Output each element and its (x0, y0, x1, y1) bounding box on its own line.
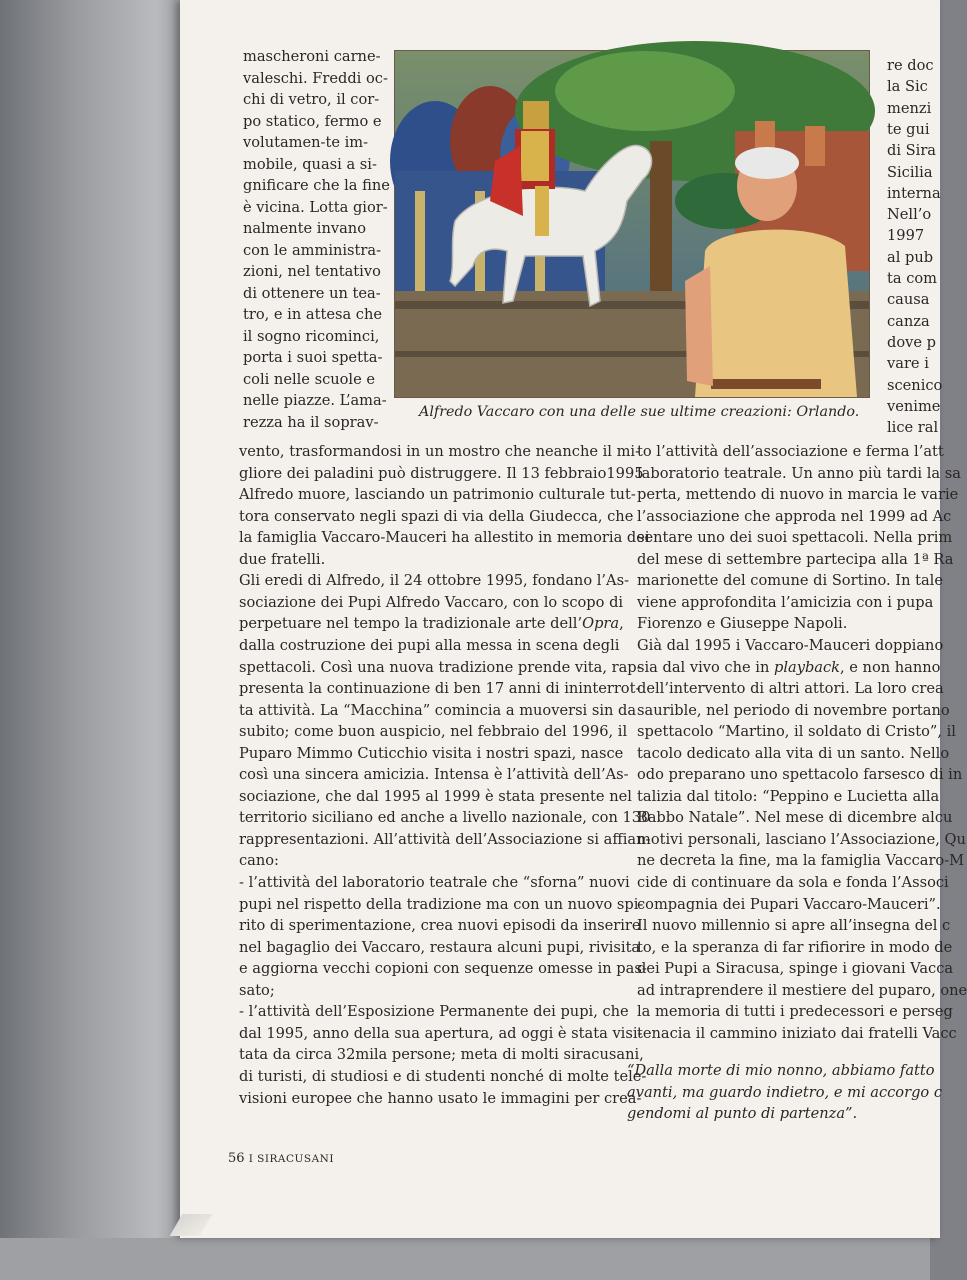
text-line: gliore dei paladini può distruggere. Il 13 febbraio1995 (239, 464, 644, 482)
book-spine-shadow (0, 0, 195, 1280)
text-line: Puparo Mimmo Cuticchio visita i nostri spazi, nasce (239, 744, 624, 762)
text-line: tro, e in attesa che (243, 306, 382, 323)
text-line: vento, trasformandosi in un mostro che neanche il mi- (239, 443, 641, 460)
text-line: gnificare che la fine (243, 177, 390, 194)
photo-illustration (395, 51, 869, 397)
text-line: così una sincera amicizia. Intensa è l’attività dell’As- (239, 766, 629, 784)
text-line: saurible, nel periodo di novembre portano (637, 701, 950, 719)
text-line: sato; (239, 981, 275, 999)
text-line: gendomi al punto di partenza”. (627, 1105, 858, 1123)
text-line: - l’attività dell’Esposizione Permanente dei pupi, che (239, 1003, 629, 1021)
text-line: territorio siciliano ed anche a livello nazionale, con 130 (239, 809, 651, 827)
text-line: viene approfondita l’amicizia con i pupa (637, 593, 934, 611)
text-line: con le amministra- (243, 241, 382, 259)
text-line: al pub (887, 248, 934, 266)
text-line: marionette del comune di Sortino. In tale (637, 572, 943, 590)
text-line: due fratelli. (239, 550, 326, 568)
text-line: dell’intervento di altri attori. La loro crea (637, 680, 944, 698)
text-line: dove p (887, 333, 936, 351)
text-line: mobile, quasi a si- (243, 155, 377, 173)
text-line: sociazione dei Pupi Alfredo Vaccaro, con lo scopo di (239, 593, 624, 611)
page-number: 56 (228, 1151, 245, 1166)
text-line: causa (887, 291, 930, 309)
text-line: tata da circa 32mila persone; meta di molti siracusani, (239, 1046, 644, 1064)
text-line: Sicilia (887, 163, 933, 181)
magazine-name: I SIRACUSANI (248, 1153, 334, 1165)
text-line: la memoria di tutti i predecessori e perseg (637, 1003, 953, 1021)
text-line: spettacoli. Così una nuova tradizione prende vita, rap- (239, 658, 642, 676)
text-line: rito di sperimentazione, crea nuovi episodi da inserire (239, 917, 641, 935)
text-line: la Sic (887, 78, 928, 96)
text-line: motivi personali, lasciano l’Associazione, Qu (637, 830, 966, 848)
text-line: Fiorenzo e Giuseppe Napoli. (637, 615, 848, 633)
text-line: - l’attività del laboratorio teatrale che “sforna” nuovi (239, 874, 630, 891)
text-line: Nell’o (887, 206, 932, 224)
text-line: avanti, ma guardo indietro, e mi accorgo c (627, 1083, 943, 1101)
text-line: spettacolo “Martino, il soldato di Cristo”, il (637, 723, 956, 741)
photo-caption: Alfredo Vaccaro con una delle sue ultime creazioni: Orlando. (419, 404, 860, 420)
text-line: sentare uno dei suoi spettacoli. Nella prim (637, 529, 953, 547)
text-line: talizia dal titolo: “Peppino e Lucietta alla (637, 787, 940, 805)
text-line: tacolo dedicato alla vita di un santo. Nello (637, 744, 950, 762)
text-line: subito; come buon auspicio, nel febbraio del 1996, il (239, 723, 628, 741)
text-line: Gli eredi di Alfredo, il 24 ottobre 1995, fondano l’As- (239, 572, 630, 590)
text-line: di ottenere un tea- (243, 284, 381, 302)
text-line: venime (887, 397, 941, 415)
text-line: canza (887, 312, 930, 330)
text-line: chi di vetro, il cor- (243, 91, 380, 108)
text-line: dei Pupi a Siracusa, spinge i giovani Vacca (637, 960, 954, 978)
text-line: “Dalla morte di mio nonno, abbiamo fatto (627, 1062, 935, 1079)
text-line: perta, mettendo di nuovo in marcia le varie (637, 486, 959, 504)
text-line: laboratorio teatrale. Un anno più tardi la sa (637, 464, 961, 482)
text-line: di Sira (887, 142, 936, 160)
text-line: vare i (887, 355, 929, 373)
page-footer (228, 1151, 334, 1166)
text-line: mascheroni carne- (243, 48, 381, 65)
text-line: visioni europee che hanno usato le immagini per crea- (239, 1089, 642, 1107)
text-line: cide di continuare da sola e fonda l’Associ (637, 874, 949, 891)
text-line: scenico (887, 376, 943, 394)
text-line: la famiglia Vaccaro-Mauceri ha allestito in memoria dei (239, 529, 650, 547)
text-line: del mese di settembre partecipa alla 1ª Ra (637, 550, 954, 568)
text-line: Già dal 1995 i Vaccaro-Mauceri doppiano (637, 636, 944, 654)
text-line: tora conservato negli spazi di via della Giudecca, che (239, 507, 634, 525)
text-line: perpetuare nel tempo la tradizionale arte dell’Opra, (239, 615, 624, 633)
text-line: to l’attività dell’associazione e ferma l’att (637, 443, 944, 460)
text-line: interna (887, 184, 941, 202)
text-line: rappresentazioni. All’attività dell’Associazione si affian- (239, 830, 651, 848)
text-line: menzi (887, 99, 932, 117)
text-line: re doc (887, 57, 934, 74)
text-line: e aggiorna vecchi copioni con sequenze omesse in pas- (239, 960, 647, 978)
text-line: l’associazione che approda nel 1999 ad Ac (637, 507, 952, 525)
text-line: to, e la speranza di far rifiorire in modo de (637, 938, 953, 956)
text-line: po statico, fermo e (243, 112, 382, 130)
text-line: porta i suoi spetta- (243, 349, 383, 366)
text-line: rezza ha il soprav- (243, 413, 379, 431)
text-line: compagnia dei Pupari Vaccaro-Mauceri”. (637, 895, 941, 913)
text-line: valeschi. Freddi oc- (243, 69, 388, 87)
text-line: è vicina. Lotta gior- (243, 198, 388, 216)
text-line: il sogno ricominci, (243, 327, 380, 345)
text-line: coli nelle scuole e (243, 370, 376, 388)
text-line: pupi nel rispetto della tradizione ma con un nuovo spi- (239, 895, 644, 913)
background-bottom (0, 1238, 930, 1280)
text-line: Babbo Natale”. Nel mese di dicembre alcu (637, 809, 953, 827)
text-line: nelle piazze. L’ama- (243, 392, 387, 409)
text-line: ne decreta la fine, ma la famiglia Vaccaro-M (637, 852, 965, 870)
text-line: cano: (239, 852, 279, 870)
text-line: di turisti, di studiosi e di studenti nonché di molte tele- (239, 1067, 647, 1085)
text-line: ta com (887, 270, 938, 287)
text-line: presenta la continuazione di ben 17 anni di ininterrot- (239, 680, 641, 698)
text-line: lice ral (887, 419, 939, 437)
text-line: zioni, nel tentativo (243, 263, 381, 280)
text-line: nalmente invano (243, 220, 366, 237)
text-line: nel bagaglio dei Vaccaro, restaura alcuni pupi, rivisita (239, 938, 641, 956)
text-line: tenacia il cammino iniziato dai fratelli Vacc (637, 1024, 957, 1042)
text-line: odo preparano uno spettacolo farsesco di in (637, 766, 963, 784)
text-line: te gui (887, 120, 930, 138)
text-line: dalla costruzione dei pupi alla messa in scena degli (239, 636, 620, 654)
text-line: 1997 (887, 227, 925, 245)
text-line: Alfredo muore, lasciando un patrimonio culturale tut- (239, 486, 636, 504)
text-line: Il nuovo millennio si apre all’insegna del c (637, 917, 951, 935)
text-line: sociazione, che dal 1995 al 1999 è stata presente nel (239, 787, 632, 805)
text-line: ta attività. La “Macchina” comincia a muoversi sin da (239, 701, 637, 719)
text-line: volutamen-te im- (243, 134, 369, 151)
text-line: dal 1995, anno della sua apertura, ad oggi è stata visi- (239, 1024, 643, 1042)
photo-alfredo-vaccaro-orlando (394, 50, 870, 398)
text-line: ad intraprendere il mestiere del puparo, one (637, 981, 967, 999)
text-line: sia dal vivo che in playback, e non hanno (637, 658, 941, 676)
